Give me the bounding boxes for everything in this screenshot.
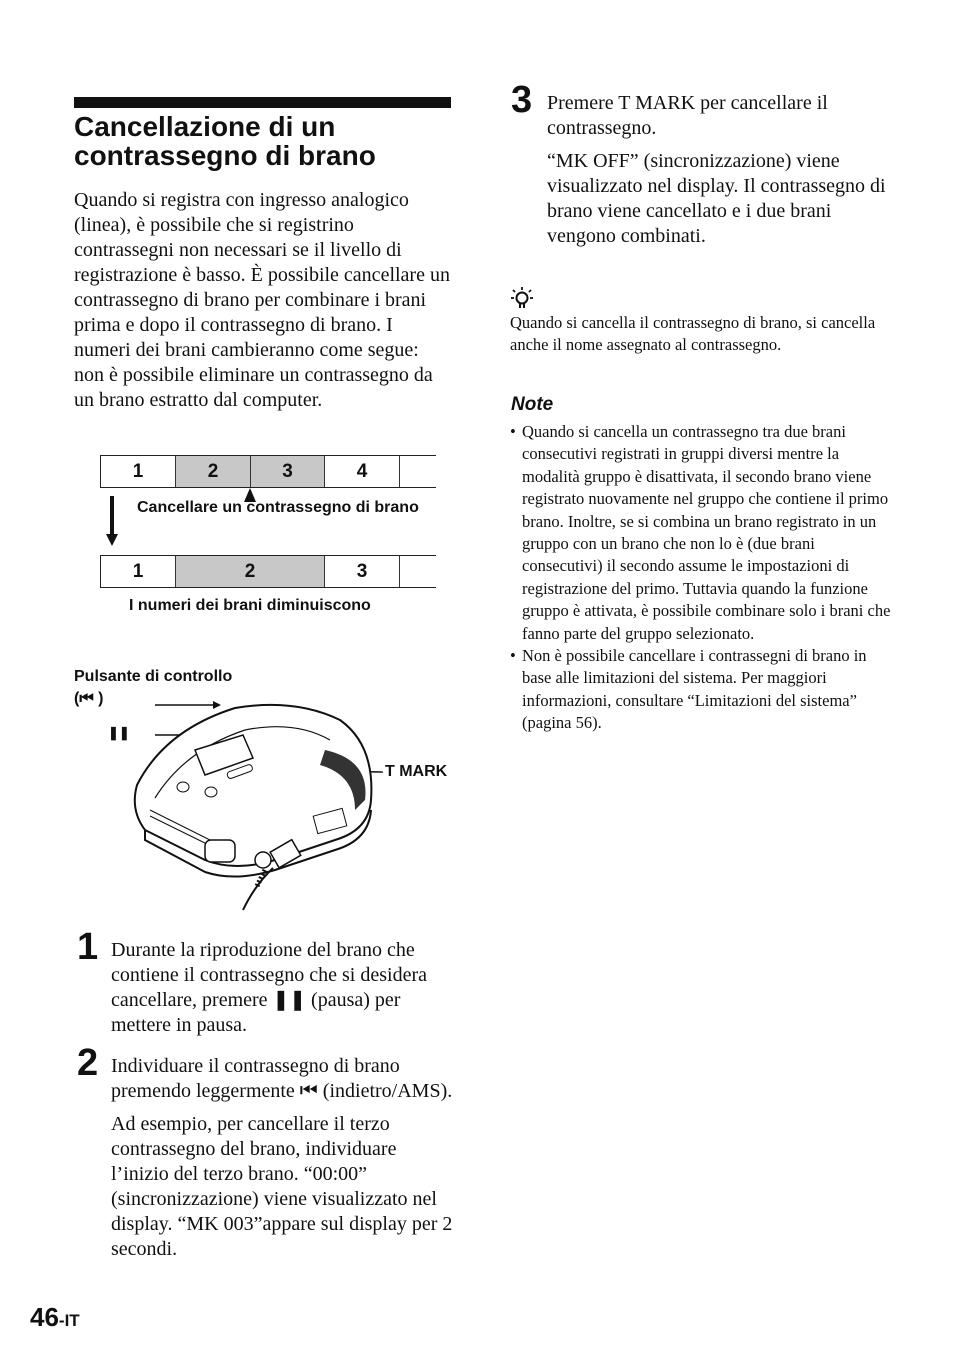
step-paragraph: Premere T MARK per cancellare il contrassegno.: [547, 92, 828, 139]
track-cell: 4: [325, 456, 400, 487]
track-cell: 1: [101, 456, 176, 487]
tip-text: Quando si cancella il contrassegno di brano, si cancella anche il nome assegnato al contrassegno.: [510, 313, 876, 355]
track-cell-highlight: 2: [176, 556, 325, 587]
lightbulb-icon: [510, 286, 534, 310]
step-paragraph: Durante la riproduzione del brano che contiene il contrassegno che si desidera cancellare, premere ❚❚ (pausa) per mettere in pausa.: [111, 939, 427, 1036]
step-3-text: [547, 91, 892, 257]
tmark-label: T MARK: [385, 763, 448, 780]
page-title: Cancellazione di un contrassegno di brano: [74, 111, 376, 171]
track-cell-highlight: 2: [176, 456, 251, 487]
intro-paragraph: non è possibile eliminare un contrassegno da un brano estratto dal computer.: [74, 364, 433, 411]
page-number-value: 46: [30, 1302, 59, 1332]
track-cell: 1: [101, 556, 176, 587]
prev-button-label: (⏮ ): [74, 690, 104, 707]
page-number: [30, 1302, 80, 1333]
tracks-after: [100, 555, 436, 588]
note-list: [510, 421, 895, 735]
track-cell: 3: [325, 556, 400, 587]
md-player-illustration: [125, 690, 390, 915]
step-number: 2: [77, 1042, 99, 1084]
action-label: Cancellare un contrassegno di brano: [137, 499, 419, 516]
intro-text: [74, 188, 454, 413]
pause-button-label: ❚❚: [108, 725, 130, 740]
page-number-suffix: -IT: [58, 1311, 80, 1330]
section-rule: [74, 97, 451, 108]
step-1-text: [111, 938, 456, 1046]
step-number: 3: [511, 79, 533, 121]
note-item: • Quando si cancella un contrassegno tra due brani consecutivi registrati in gruppi diversi mentre la modalità gruppo è disattivata, il secondo brano viene registrato nuovamente nel gruppo che contiene il primo brano. Inoltre, se si combina un brano registrato in un gruppo con un brano che non lo è (due brani consecutivi) il secondo assume le impostazioni di registrazione del primo. Tuttavia quando la funzione gruppo è attivata, è possibile combinare solo i brani che fanno parte del gruppo selezionato.: [510, 421, 895, 645]
step-paragraph: Ad esempio, per cancellare il terzo contrassegno del brano, individuare l’inizio del terzo brano. “00:00” (sincronizzazione) viene visualizzato nel display. “MK 003”appare sul display per 2 secondi.: [111, 1113, 453, 1260]
diagram-arrows: [100, 486, 260, 550]
down-arrow-head: [106, 534, 118, 546]
result-label: I numeri dei brani diminuiscono: [129, 597, 371, 614]
note-item: • Non è possibile cancellare i contrassegni di brano in base alle limitazioni del sistema. Per maggiori informazioni, consultare “Limitazioni del sistema” (pagina 56).: [510, 645, 895, 735]
track-cell-highlight: 3: [251, 456, 325, 487]
control-button-label: Pulsante di controllo: [74, 668, 233, 685]
intro-paragraph: Quando si registra con ingresso analogico (linea), è possibile che si registrino contrassegni non necessari se il livello di registrazione è basso. È possibile cancellare un contrassegno di brano per combinare i brani prima e dopo il contrassegno di brano. I numeri dei brani cambieranno come segue:: [74, 189, 450, 361]
step-paragraph: “MK OFF” (sincronizzazione) viene visualizzato nel display. Il contrassegno di brano viene cancellato e i due brani vengono combinati.: [547, 150, 886, 247]
tracks-before: [100, 455, 436, 488]
step-2-text: [111, 1054, 456, 1270]
step-number: 1: [77, 926, 99, 968]
note-title: Note: [511, 394, 554, 415]
step-paragraph: Individuare il contrassegno di brano premendo leggermente ⏮ (indietro/AMS).: [111, 1055, 453, 1102]
